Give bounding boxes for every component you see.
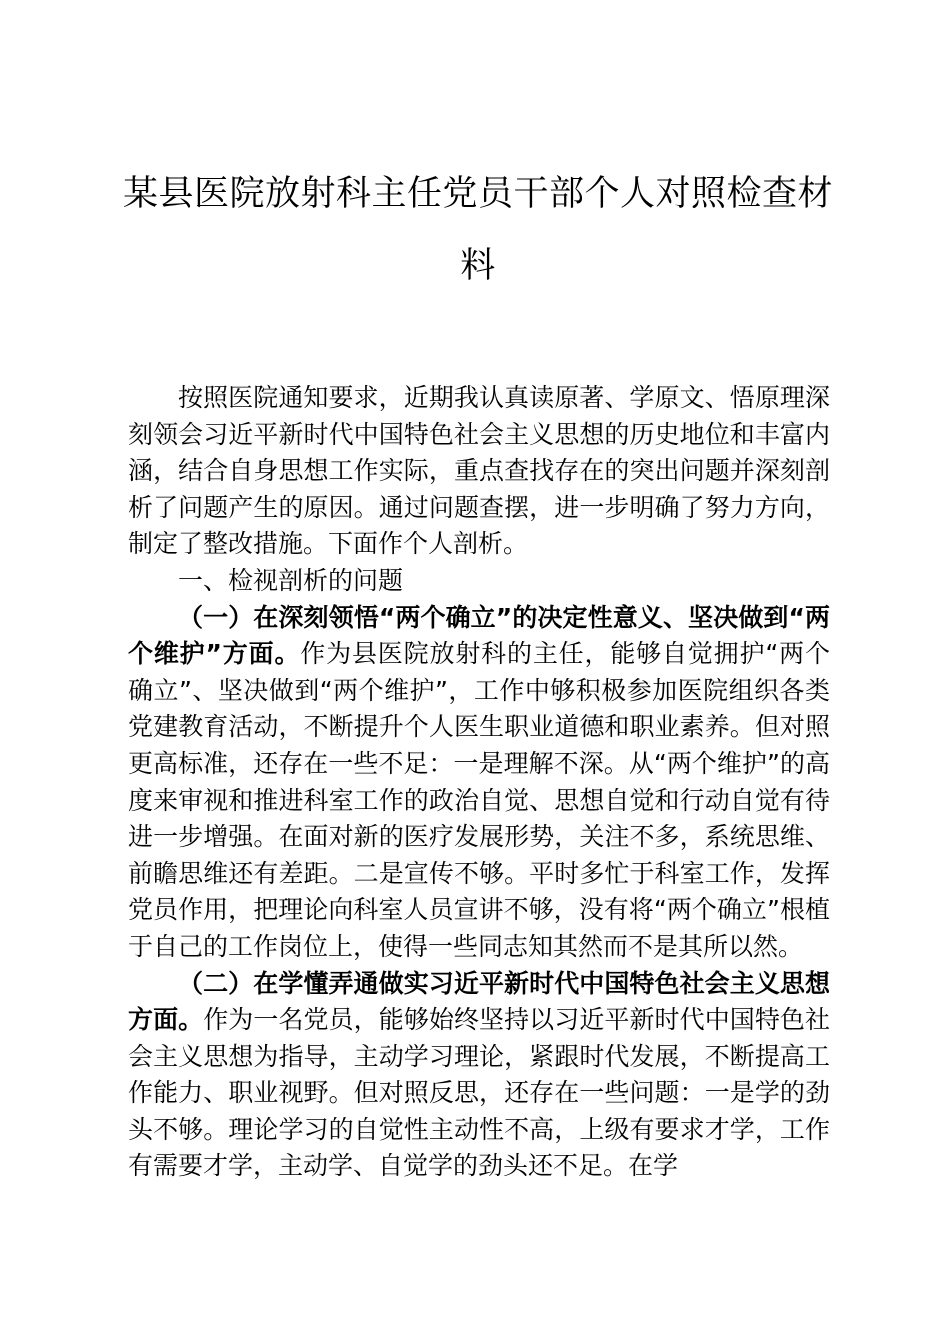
item-1-heading: （一）在深刻领悟“两个确立”的决定性意义、坚决做到“两个维护”方面。: [128, 602, 830, 669]
section-heading: 一、检视剖析的问题: [178, 565, 404, 595]
document-title: 某县医院放射科主任党员干部个人对照检查材料: [122, 174, 833, 286]
intro-paragraph: 按照医院通知要求，近期我认真读原著、学原文、悟原理深刻领会习近平新时代中国特色社会主义思想的历史地位和丰富内涵，结合自身思想工作实际，重点查找存在的突出问题并深刻剖析了问题产生的原因。通过问题查摆，进一步明确了努力方向，制定了整改措施。下面作个人剖析。: [128, 383, 830, 559]
item-2-heading: （二）在学懂弄通做实习近平新时代中国特色社会主义思想方面。: [128, 968, 830, 1035]
item-2-paragraph: [128, 966, 830, 1186]
item-1-text: 作为县医院放射科的主任，能够自觉拥护“两个确立”、坚决做到“两个维护”，工作中够积极参加医院组织各类党建教育活动，不断提升个人医生职业道德和职业素养。但对照更高标准，还存在一些不足：一是理解不深。从“两个维护”的高度来审视和推进科室工作的政治自觉、思想自觉和行动自觉有待进一步增强。在面对新的医疗发展形势，关注不多，系统思维、前瞻思维还有差距。二是宣传不够。平时多忙于科室工作，发挥党员作用，把理论向科室人员宣讲不够，没有将“两个确立”根植于自己的工作岗位上，使得一些同志知其然而不是其所以然。: [128, 639, 830, 961]
item-1-paragraph: [128, 600, 830, 966]
item-2-text: 作为一名党员，能够始终坚持以习近平新时代中国特色社会主义思想为指导，主动学习理论，紧跟时代发展，不断提高工作能力、职业视野。但对照反思，还存在一些问题：一是学的劲头不够。理论学习的自觉性主动性不高，上级有要求才学，工作有需要才学，主动学、自觉学的劲头还不足。在学: [128, 1005, 830, 1181]
document-body: [128, 380, 830, 1185]
